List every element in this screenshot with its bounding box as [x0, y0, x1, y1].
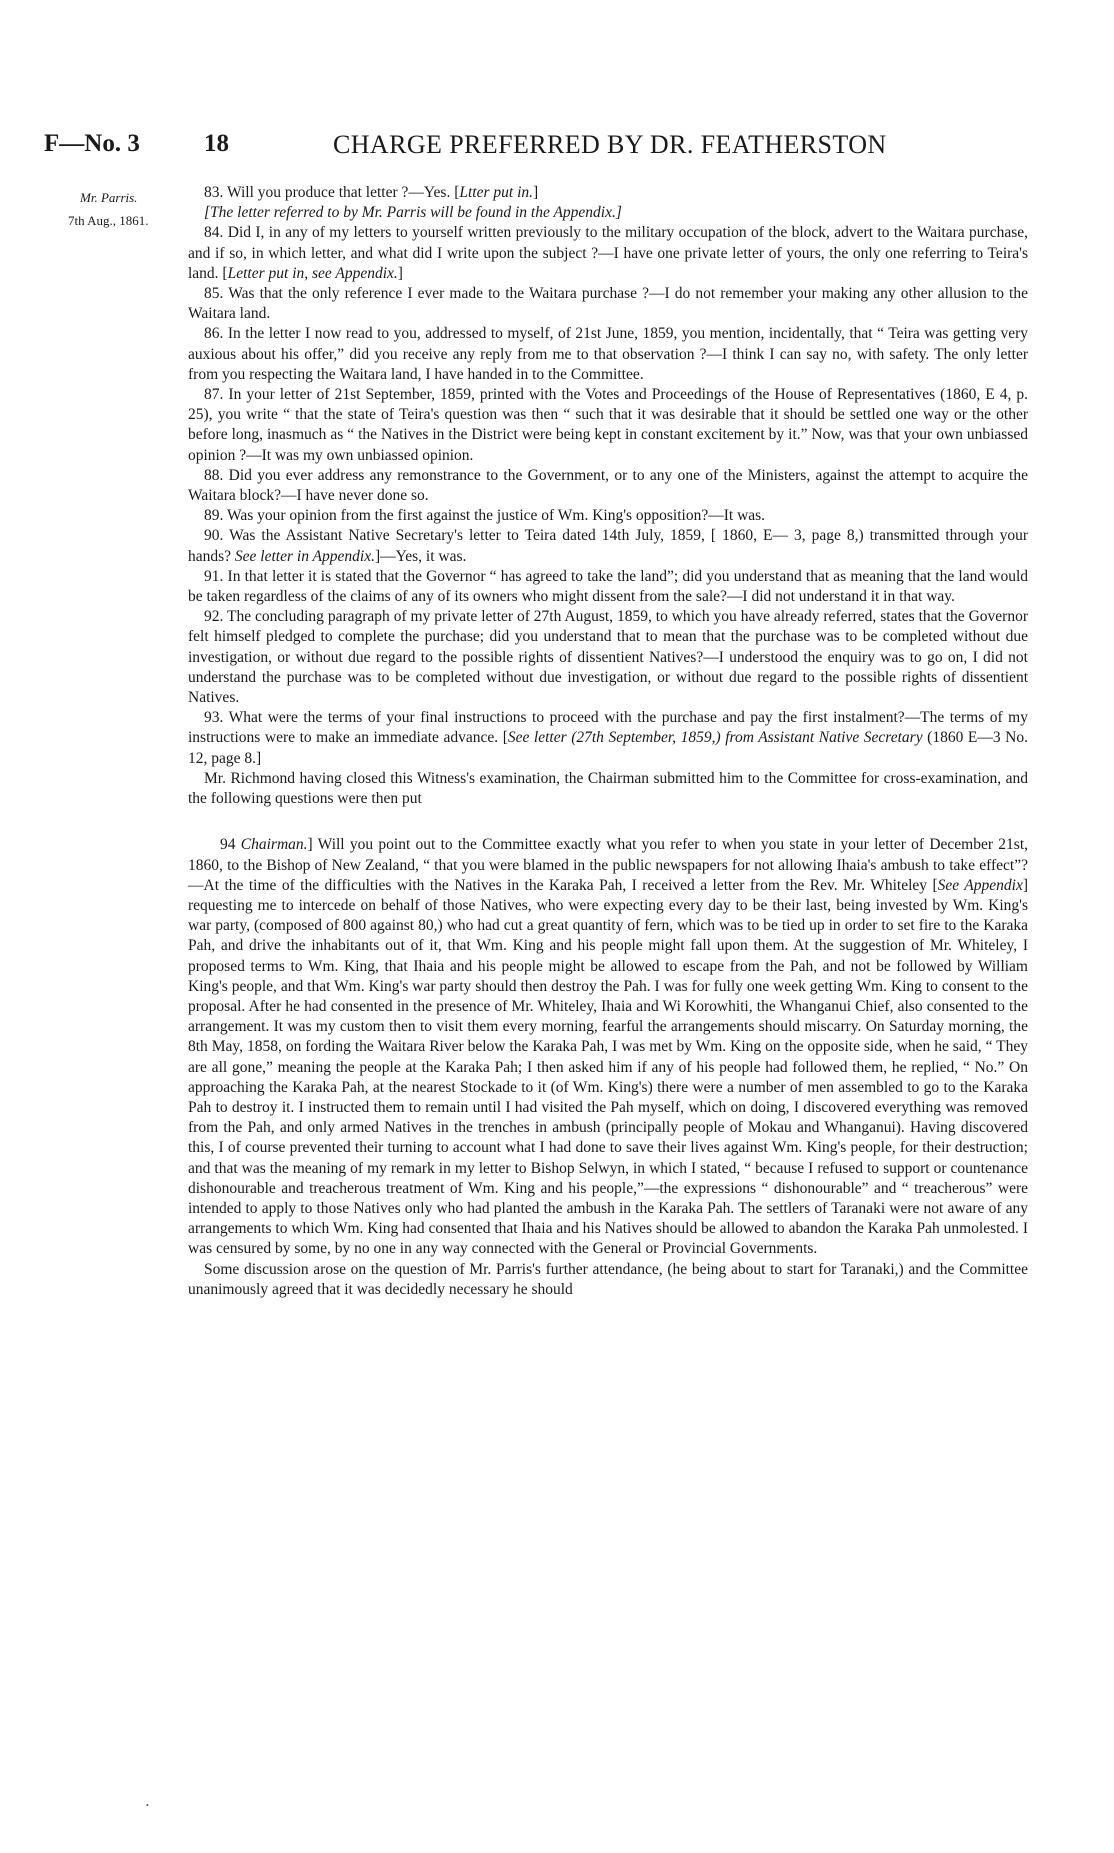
question-91: 91. In that letter it is stated that the Governor “ has agreed to take the land”; did you understand that as meaning that the land would be taken regardless of the claims of any of its owners who might dissent from the sale?—I did not understand it in that way.	[188, 567, 1028, 606]
question-94: 94 Chairman.] Will you point out to the Committee exactly what you refer to when you state in your letter of December 21st, 1860, to the Bishop of New Zealand, “ that you were blamed in the public newspapers for not allowing Ihaia's ambush to take effect”?—At the time of the difficulties with the Natives in the Karaka Pah, I received a letter from the Rev. Mr. Whiteley [See Appendix] requesting me to intercede on behalf of those Natives, who were expecting every day to be their last, being invested by Wm. King's war party, (composed of 800 against 80,) who had cut a great quantity of fern, which was to be tied up in order to set fire to the Karaka Pah, and drive the inhabitants out of it, that Wm. King and his people might fall upon them. At the suggestion of Mr. Whiteley, I proposed terms to Wm. King, that Ihaia and his people might be allowed to escape from the Pah, and not be followed by William King's people, and that Wm. King's war party should then destroy the Pah. I was for fully one week getting Wm. King to consent to the proposal. After he had consented in the presence of Mr. Whiteley, Ihaia and Wi Korowhiti, the Whanganui Chief, also consented to the arrangement. It was my custom then to visit them every morning, fearful the arrangements should miscarry. On Saturday morning, the 8th May, 1858, on fording the Waitara River below the Karaka Pah, I was met by Wm. King on the opposite side, when he said, “ They are all gone,” meaning the people at the Karaka Pah; I then asked him if any of his people had followed them, he replied, “ No.” On approaching the Karaka Pah, at the nearest Stockade to it (of Wm. King's) there were a number of men assembled to go to the Karaka Pah to destroy it. I instructed them to remain until I had visited the Pah myself, which on doing, I discovered everything was removed from the Pah, and only armed Natives in the trenches in ambush (principally people of Mokau and Whanganui). Having discovered this, I of course prevented their turning to account what I had done to save their lives against Wm. King's people, for their destruction; and that was the meaning of my remark in my letter to Bishop Selwyn, in which I stated, “ because I refused to support or countenance dishonourable and treacherous treatment of Wm. King and his people,”—the expressions “ dishonourable” and “ treacherous” were intended to apply to those Natives only who had planted the ambush in the Karaka Pah. The settlers of Taranaki were not aware of any arrangements to which Wm. King had consented that Ihaia and his Natives should be allowed to abandon the Karaka Pah unmolested. I was censured by some, by no one in any way connected with the General or Provincial Governments.	[188, 836, 1029, 1258]
question-84: 84. Did I, in any of my letters to yourself written previously to the military occupation of the block, advert to the Waitara purchase, and if so, in which letter, and what did I write upon the subject ?—I have one private letter of yours, the only one referring to Teira's land. [Letter put in, see Appendix.]	[188, 224, 1028, 282]
paper-reference: F—No. 3	[44, 130, 140, 157]
page-title: CHARGE PREFERRED BY DR. FEATHERSTON	[333, 130, 887, 159]
question-87: 87. In your letter of 21st September, 1859, printed with the Votes and Proceedings of the House of Representatives (1860, E 4, p. 25), you write “ that the state of Teira's question was then “ such that it was desirable that it should be settled one way or the other before long, inasmuch as “ the Natives in the District were being kept in constant excitement by it.” Now, was that your own unbiassed opinion ?—It was my own unbiassed opinion.	[188, 386, 1028, 464]
question-85: 85. Was that the only reference I ever made to the Waitara purchase ?—I do not remember your making any other allusion to the Waitara land.	[188, 285, 1028, 323]
question-89: 89. Was your opinion from the first against the justice of Wm. King's opposition?—It was.	[204, 507, 766, 525]
testimony-body	[188, 183, 1028, 1300]
margin-witness-name: Mr. Parris.	[80, 190, 138, 205]
appendix-notice: [The letter referred to by Mr. Parris will be found in the Appendix.]	[204, 204, 622, 222]
question-88: 88. Did you ever address any remonstrance to the Government, or to any one of the Ministers, against the attempt to acquire the Waitara block?—I have never done so.	[188, 466, 1028, 505]
discussion-paragraph: Some discussion arose on the question of Mr. Parris's further attendance, (he being about to start for Taranaki,) and the Committee unanimously agreed that it was decidedly necessary he should	[188, 1260, 1028, 1298]
closing-statement: Mr. Richmond having closed this Witness's examination, the Chairman submitted him to the Committee for cross-examination, and the following questions were then put	[188, 769, 1028, 808]
question-93: 93. What were the terms of your final instructions to proceed with the purchase and pay the first instalment?—The terms of my instructions were to make an immediate advance. [See letter (27th September, 1859,) from Assistant Native Secretary (1860 E—3 No. 12, page 8.]	[188, 709, 1028, 767]
question-83: 83. Will you produce that letter ?—Yes. [Ltter put in.]	[204, 184, 539, 201]
question-86: 86. In the letter I now read to you, addressed to myself, of 21st June, 1859, you mention, incidentally, that “ Teira was getting very auxious about his offer,” did you receive any reply from me to that observation ?—I think I can say no, with safety. The only letter from you respecting the Waitara land, I have handed in to the Committee.	[188, 325, 1028, 383]
margin-date: 7th Aug., 1861.	[68, 213, 149, 228]
page-number: 18	[204, 130, 229, 157]
margin-notes	[44, 186, 194, 232]
question-90: 90. Was the Assistant Native Secretary's letter to Teira dated 14th July, 1859, [ 1860, E— 3, page 8,) transmitted through your hands? See letter in Appendix.]—Yes, it was.	[188, 527, 1028, 565]
page-header	[44, 130, 1044, 170]
question-92: 92. The concluding paragraph of my private letter of 27th August, 1859, to which you have already referred, states that the Governor felt himself pledged to complete the purchase; did you understand that to mean that the purchase was to be completed without due investigation, or without due regard to the possible rights of dissentient Natives?—I understood the enquiry was to go on, I did not understand the purchase was to be completed without due investigation, or without due regard to the possible rights of dissentient Natives.	[188, 608, 1028, 707]
page-speck: •	[146, 1801, 149, 1810]
